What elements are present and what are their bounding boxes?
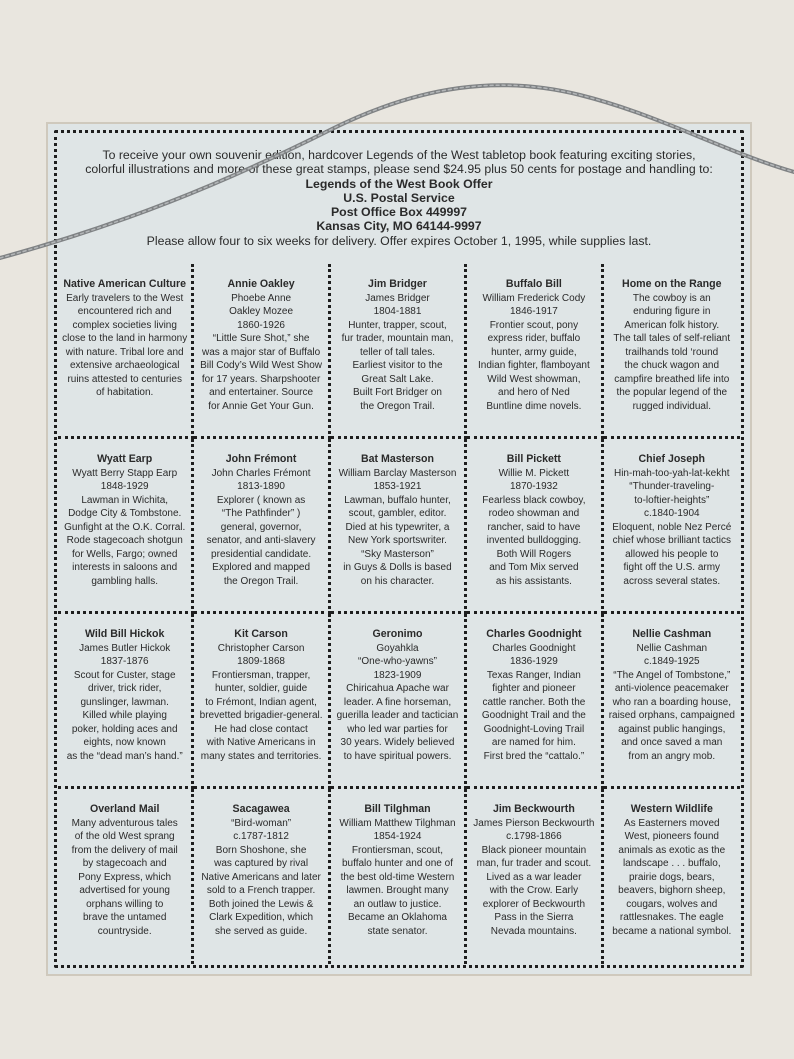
stamp-cell: [467, 439, 603, 614]
stamp-text-line: Many adventurous tales: [71, 817, 178, 829]
stamp-text-line: Indian fighter, flamboyant: [478, 360, 590, 371]
stamp-cell: [467, 789, 603, 964]
stamp-text-line: William Barclay Masterson: [338, 467, 457, 479]
stamp-text-line: c.1840-1904: [643, 508, 700, 519]
stamp-text-line: 1837-1876: [100, 656, 149, 667]
stamp-title: Jim Bridger: [368, 278, 427, 290]
stamp-text-line: to Frémont, Indian agent,: [205, 696, 317, 708]
stamp-text-line: trailhands told ‘round: [625, 346, 719, 358]
stamp-text-line: John Charles Frémont: [211, 467, 311, 479]
stamp-text-line: explorer of Beckwourth: [482, 898, 586, 910]
stamp-text-line: animals as exotic as the: [618, 844, 726, 856]
stamp-cell: [467, 614, 603, 789]
stamp-text-line: scout, gambler, editor.: [348, 508, 447, 519]
stamp-text-line: rancher, said to have: [487, 521, 581, 533]
stamp-text-line: Great Salt Lake.: [361, 373, 434, 385]
offer-text-line-2: colorful illustrations and more of these great stamps, please send $24.95 plus 50 cents for postage and handling to:: [85, 162, 713, 177]
stamp-text-line: “The Pathfinder” ): [221, 508, 301, 519]
stamp-text-line: an outlaw to justice.: [353, 898, 442, 910]
stamp-text-line: Wild West showman,: [487, 373, 581, 385]
stamp-text-line: on his character.: [360, 575, 435, 587]
stamp-text-line: Goodnight Trail and the: [481, 710, 586, 721]
stamp-text-line: was a major star of Buffalo: [201, 346, 321, 358]
stamp-text-line: Nellie Cashman: [636, 642, 708, 654]
stamp-text-line: rattlesnakes. The eagle: [619, 912, 724, 923]
stamp-text-line: general, governor,: [220, 521, 302, 533]
stamp-text-line: James Butler Hickok: [79, 642, 171, 654]
stamp-text-line: Phoebe Anne: [231, 292, 292, 304]
stamp-text-line: leader. A fine horseman,: [343, 696, 452, 708]
stamp-text-line: for Wells, Fargo; owned: [71, 548, 178, 560]
stamp-text-line: The tall tales of self-reliant: [613, 333, 731, 344]
stamp-cell: [331, 439, 467, 614]
stamp-text-line: Nevada mountains.: [490, 925, 577, 937]
stamp-text-line: senator, and anti-slavery: [206, 535, 316, 546]
stamp-text-line: Bill Cody’s Wild West Show: [200, 360, 323, 371]
stamp-text-line: Charles Goodnight: [492, 642, 576, 654]
stamp-text-line: encountered rich and: [77, 306, 172, 317]
stamp-cell: [194, 614, 330, 789]
stamp-text-line: “Sky Masterson”: [361, 548, 434, 560]
stamp-text-line: close to the land in harmony: [62, 333, 188, 344]
stamp-text-line: rugged individual.: [632, 400, 711, 412]
stamp-text-line: the best old-time Western: [340, 871, 455, 883]
stamp-text-line: William Frederick Cody: [482, 292, 586, 304]
stamp-text-line: Hunter, trapper, scout,: [348, 319, 447, 331]
stamp-text-line: as his assistants.: [495, 575, 572, 587]
stamp-text-line: “One-who-yawns”: [358, 656, 437, 667]
stamp-text-line: 1846-1917: [509, 306, 558, 317]
stamp-text-line: presidential candidate.: [211, 548, 312, 560]
stamp-text-line: Scout for Custer, stage: [73, 669, 176, 681]
stamp-text-line: Clark Expedition, which: [209, 912, 314, 923]
stamp-cell: [58, 614, 194, 789]
stamp-text-line: to have spiritual powers.: [343, 750, 452, 762]
stamp-title: Wild Bill Hickok: [85, 628, 165, 640]
stamp-text-line: Frontiersman, scout,: [351, 844, 444, 856]
stamp-text-line: teller of tall tales.: [359, 346, 436, 358]
stamp-title: Annie Oakley: [227, 278, 295, 290]
offer-text-line-1: To receive your own souvenir edition, hardcover Legends of the West tabletop book featuring exciting stories,: [102, 148, 696, 162]
stamp-text-line: Black pioneer mountain: [481, 844, 587, 856]
stamp-text-line: campfire breathed life into: [614, 373, 730, 385]
stamp-text-line: across several states.: [623, 575, 721, 587]
stamp-text-line: rodeo showman and: [488, 508, 580, 519]
stamp-text-line: from the delivery of mail: [71, 844, 178, 856]
stamp-text-line: prairie dogs, bears,: [628, 871, 715, 883]
stamp-text-line: orphans willing to: [86, 898, 164, 910]
stamp-text-line: driver, trick rider,: [88, 683, 162, 694]
stamp-text-line: hunter, soldier, guide: [214, 683, 308, 694]
stamp-text-line: beavers, bighorn sheep,: [618, 885, 726, 896]
stamp-title: Wyatt Earp: [97, 453, 153, 465]
stamp-text-line: Died at his typewriter, a: [345, 521, 450, 533]
stamp-text-line: “Thunder-traveling-: [629, 481, 715, 492]
stamp-text-line: was captured by rival: [214, 858, 309, 869]
stamp-text-line: invented bulldogging.: [486, 535, 582, 546]
stamp-sheet-back: [48, 124, 750, 974]
stamp-text-line: Earliest visitor to the: [352, 360, 443, 371]
stamp-text-line: became a national symbol.: [612, 925, 732, 937]
stamp-text-line: William Matthew Tilghman: [339, 817, 456, 829]
stamp-text-line: and Tom Mix served: [489, 562, 579, 573]
stamp-text-line: 1823-1909: [373, 669, 422, 681]
stamp-text-line: she served as guide.: [214, 925, 308, 937]
stamp-text-line: Gunfight at the O.K. Corral.: [64, 521, 186, 533]
stamp-text-line: fighter and pioneer: [492, 683, 576, 694]
stamp-text-line: in Guys & Dolls is based: [343, 562, 452, 573]
stamp-cell: [331, 789, 467, 964]
stamp-text-line: 30 years. Widely believed: [340, 737, 455, 748]
stamp-title: Overland Mail: [89, 803, 160, 815]
stamp-text-line: state senator.: [367, 925, 428, 937]
stamp-text-line: 1813-1890: [237, 481, 285, 492]
stamp-text-line: express rider, buffalo: [487, 333, 581, 344]
stamp-cell: [194, 439, 330, 614]
stamp-cell: [467, 264, 603, 439]
stamp-text-line: against public hangings,: [618, 723, 726, 735]
stamp-title: Bat Masterson: [360, 453, 434, 465]
stamp-text-line: cougars, wolves and: [626, 898, 718, 910]
stamp-cell: [604, 614, 740, 789]
stamp-title: Kit Carson: [234, 628, 288, 640]
stamp-title: John Frémont: [225, 453, 297, 465]
stamp-text-line: Lawman, buffalo hunter,: [344, 494, 451, 506]
stamp-title: Bill Pickett: [506, 453, 561, 465]
stamp-text-line: of the old West sprang: [74, 831, 175, 842]
stamp-text-line: Wyatt Berry Stapp Earp: [72, 467, 178, 479]
stamp-text-line: complex societies living: [72, 319, 177, 331]
stamp-text-line: are named for him.: [491, 737, 576, 748]
stamp-text-line: Pass in the Sierra: [494, 912, 574, 923]
stamp-text-line: 1853-1921: [373, 481, 422, 492]
stamp-text-line: Lived as a war leader: [486, 871, 582, 883]
stamp-text-line: allowed his people to: [625, 548, 719, 560]
stamp-text-line: West, pioneers found: [624, 831, 719, 842]
stamp-text-line: Frontier scout, pony: [489, 319, 579, 331]
stamp-text-line: c.1787-1812: [233, 831, 289, 842]
stamp-text-line: Rode stagecoach shotgun: [66, 535, 183, 546]
stamp-text-line: as the “dead man’s hand.”: [66, 750, 183, 762]
address-line-2: U.S. Postal Service: [343, 190, 455, 205]
stamp-text-line: Willie M. Pickett: [498, 467, 570, 479]
stamp-text-line: of habitation.: [96, 387, 154, 398]
stamp-text-line: He had close contact: [214, 723, 308, 735]
stamp-text-line: with the Crow. Early: [489, 885, 579, 896]
stamp-text-line: poker, holding aces and: [71, 723, 178, 735]
offer-header: [62, 148, 736, 248]
stamp-text-line: many states and territories.: [200, 750, 322, 762]
stamp-text-line: advertised for young: [79, 885, 170, 896]
stamp-text-line: and hero of Ned: [498, 387, 570, 398]
stamp-text-line: ruins attested to centuries: [67, 373, 182, 385]
stamp-text-line: Texas Ranger, Indian: [486, 669, 581, 681]
stamp-text-line: Hin-mah-too-yah-lat-kekht: [613, 467, 730, 479]
stamp-title: Nellie Cashman: [632, 628, 712, 640]
stamp-title: Home on the Range: [622, 278, 722, 290]
stamp-cell: [58, 264, 194, 439]
stamp-text-line: Explored and mapped: [212, 562, 311, 573]
stamp-text-line: Christopher Carson: [217, 642, 305, 654]
offer-footer: Please allow four to six weeks for delivery. Offer expires October 1, 1995, while supplies last.: [146, 233, 652, 248]
stamp-text-line: the popular legend of the: [616, 387, 728, 398]
stamp-text-line: 1809-1868: [237, 656, 285, 667]
stamp-text-line: Lawman in Wichita,: [81, 494, 169, 506]
stamp-title: Bill Tilghman: [364, 803, 431, 815]
stamp-text-line: Goyahkla: [376, 642, 419, 654]
stamp-text-line: c.1849-1925: [643, 656, 700, 667]
stamp-text-line: gambling halls.: [91, 575, 159, 587]
address-line-1: Legends of the West Book Offer: [305, 176, 493, 191]
stamp-cell: [194, 264, 330, 439]
stamp-cell: [194, 789, 330, 964]
stamp-text-line: Chiricahua Apache war: [346, 683, 449, 694]
address-line-3: Post Office Box 449997: [330, 205, 467, 220]
stamp-cell: [604, 439, 740, 614]
stamp-text-line: Born Shoshone, she: [215, 844, 307, 856]
stamp-text-line: man, fur trader and scout.: [476, 858, 592, 869]
stamp-text-line: and once saved a man: [621, 737, 723, 748]
stamp-text-line: 1870-1932: [509, 481, 558, 492]
stamp-text-line: for Annie Get Your Gun.: [208, 400, 314, 412]
stamp-title: Sacagawea: [232, 803, 290, 815]
stamp-text-line: Native Americans and later: [201, 871, 321, 883]
stamp-text-line: 1804-1881: [373, 306, 422, 317]
stamp-cell: [331, 264, 467, 439]
stamp-text-line: eights, now known: [83, 737, 166, 748]
stamp-text-line: Early travelers to the West: [66, 292, 184, 304]
stamp-text-line: Eloquent, noble Nez Percé: [612, 521, 732, 533]
stamp-text-line: fur trader, mountain man,: [341, 333, 454, 344]
stamp-cell: [58, 789, 194, 964]
stamp-text-line: interests in saloons and: [72, 562, 178, 573]
stamp-text-line: cattle rancher. Both the: [482, 696, 586, 708]
stamp-text-line: for 17 years. Sharpshooter: [201, 373, 321, 385]
stamp-text-line: gunslinger, lawman.: [80, 696, 169, 708]
stamp-text-line: New York sportswriter.: [348, 535, 447, 546]
stamp-title: Geronimo: [372, 628, 423, 640]
stamp-cell: [604, 264, 740, 439]
stamp-text-line: As Easterners moved: [623, 817, 720, 829]
stamp-text-line: “The Angel of Tombstone,”: [613, 669, 731, 681]
stamp-text-line: from an angry mob.: [628, 750, 716, 762]
stamp-text-line: by stagecoach and: [82, 858, 167, 869]
stamp-text-line: James Bridger: [365, 292, 430, 304]
stamp-text-line: Explorer ( known as: [216, 494, 306, 506]
stamp-text-line: Buntline dime novels.: [486, 400, 582, 412]
stamp-title: Jim Beckwourth: [492, 803, 575, 815]
stamp-text-line: “Bird-woman”: [231, 817, 292, 829]
stamp-text-line: brevetted brigadier-general.: [199, 710, 323, 721]
stamp-text-line: James Pierson Beckwourth: [473, 817, 595, 829]
stamp-text-line: Built Fort Bridger on: [353, 387, 442, 398]
stamp-text-line: who ran a boarding house,: [612, 696, 731, 708]
stamp-text-line: The cowboy is an: [632, 292, 711, 304]
stamp-text-line: “Little Sure Shot,” she: [212, 333, 310, 344]
stamp-text-line: 1860-1926: [237, 319, 285, 331]
stamp-grid: [58, 264, 740, 964]
stamp-title: Buffalo Bill: [505, 278, 562, 290]
stamp-text-line: guerilla leader and tactician: [336, 710, 459, 721]
stamp-text-line: Goodnight-Loving Trail: [483, 723, 585, 735]
stamp-title: Western Wildlife: [630, 803, 713, 815]
stamp-text-line: 1854-1924: [373, 831, 422, 842]
stamp-text-line: c.1798-1866: [506, 831, 562, 842]
stamp-title: Native American Culture: [63, 278, 187, 290]
stamp-text-line: chief whose brilliant tactics: [612, 535, 731, 546]
stamp-text-line: countryside.: [97, 925, 152, 937]
address-line-4: Kansas City, MO 64144-9997: [316, 219, 482, 234]
stamp-text-line: landscape . . . buffalo,: [622, 858, 721, 869]
stamp-text-line: enduring figure in: [633, 306, 711, 317]
stamp-title: Charles Goodnight: [486, 628, 582, 640]
stamp-text-line: American folk history.: [624, 319, 720, 331]
stamp-text-line: brave the untamed: [83, 912, 167, 923]
stamp-text-line: Oakley Mozee: [229, 306, 294, 317]
stamp-text-line: Dodge City & Tombstone.: [68, 508, 182, 519]
stamp-cell: [331, 614, 467, 789]
stamp-text-line: the chuck wagon and: [624, 360, 720, 371]
stamp-text-line: Fearless black cowboy,: [482, 494, 586, 506]
stamp-text-line: Killed while playing: [82, 710, 167, 721]
stamp-text-line: lawmen. Brought many: [346, 885, 449, 896]
stamp-cell: [58, 439, 194, 614]
stamp-text-line: anti-violence peacemaker: [614, 683, 729, 694]
stamp-text-line: and entertainer. Source: [209, 387, 314, 398]
stamp-text-line: the Oregon Trail.: [223, 575, 299, 587]
stamp-text-line: 1848-1929: [100, 481, 149, 492]
stamp-text-line: Frontiersman, trapper,: [211, 669, 311, 681]
stamp-text-line: buffalo hunter and one of: [341, 858, 453, 869]
stamp-text-line: to-loftier-heights”: [634, 494, 710, 506]
stamp-cell: [604, 789, 740, 964]
stamp-text-line: with nature. Tribal lore and: [65, 346, 184, 358]
stamp-text-line: Both joined the Lewis &: [208, 898, 314, 910]
stamp-text-line: with Native Americans in: [206, 737, 316, 748]
stamp-text-line: who led war parties for: [347, 723, 448, 735]
stamp-text-line: raised orphans, campaigned: [608, 710, 735, 721]
stamp-text-line: Became an Oklahoma: [348, 912, 447, 923]
stamp-text-line: fight off the U.S. army: [623, 562, 721, 573]
stamp-title: Chief Joseph: [638, 453, 706, 465]
stamp-text-line: 1836-1929: [509, 656, 558, 667]
stamp-text-line: sold to a French trapper.: [206, 885, 316, 896]
stamp-text-line: First bred the “cattalo.”: [483, 750, 585, 762]
stamp-text-line: hunter, army guide,: [491, 346, 577, 358]
stamp-text-line: extensive archaeological: [69, 360, 180, 371]
stamp-text-line: Pony Express, which: [78, 871, 172, 883]
stamp-text-line: Both Will Rogers: [496, 548, 572, 560]
stamp-text-line: the Oregon Trail.: [360, 400, 435, 412]
